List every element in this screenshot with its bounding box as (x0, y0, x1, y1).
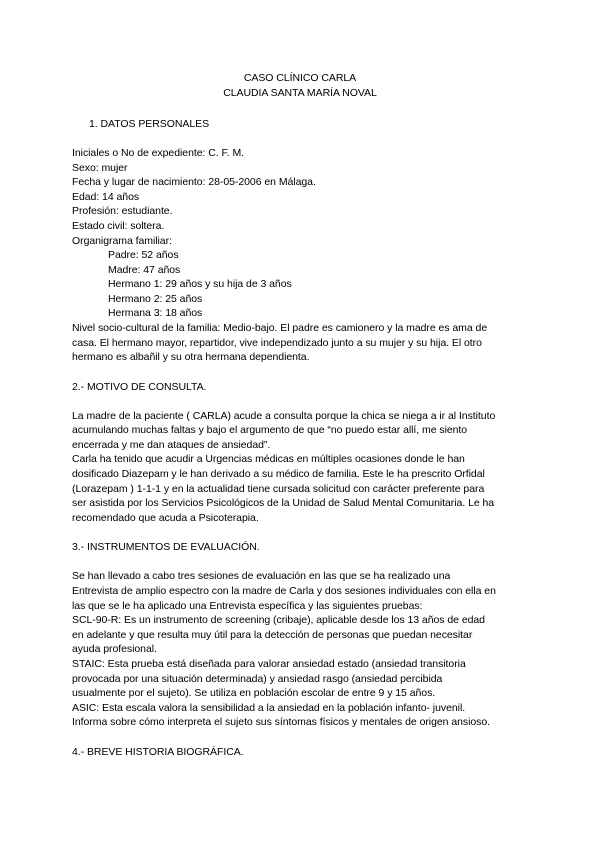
text-line: Nivel socio-cultural de la familia: Medio-bajo. El padre es camionero y la madre es ama de (72, 322, 488, 334)
section-heading-motivo-consulta: 2.- MOTIVO DE CONSULTA. (72, 381, 207, 393)
document-author: CLAUDIA SANTA MARÍA NOVAL (223, 87, 377, 99)
text-line: ASIC: Esta escala valora la sensibilidad a la ansiedad en la población infanto- juvenil. (72, 702, 466, 714)
text-line: en adelante y que resulta muy útil para la detección de personas que puedan necesitar (72, 629, 473, 641)
text-line: acumulando muchas faltas y bajo el argumento de que “no puedo estar allí, me siento (72, 424, 468, 436)
text-line: STAIC: Esta prueba está diseñada para valorar ansiedad estado (ansiedad transitoria (72, 658, 466, 670)
document-title: CASO CLÍNICO CARLA (243, 72, 357, 84)
family-member: Madre: 47 años (108, 264, 181, 276)
text-line: ser asistida por los Servicios Psicológicos de la Unidad de Salud Mental Comunitaria. Le ha (72, 497, 495, 509)
text-line: provocada por una situación determinada) y ansiedad rasgo (ansiedad percibida (72, 673, 443, 685)
text-line: casa. El hermano mayor, repartidor, vive independizado junto a su mujer y su hija. El otro (72, 337, 482, 349)
text-line: Iniciales o No de expediente: C. F. M. (72, 147, 245, 159)
text-line: La madre de la paciente ( CARLA) acude a consulta porque la chica se niega a ir al Instituto (72, 410, 496, 422)
text-line: Entrevista de amplio espectro con la madre de Carla y dos sesiones individuales con ella en (72, 585, 496, 597)
text-line: SCL-90-R: Es un instrumento de screening (cribaje), aplicable desde los 13 años de edad (72, 614, 485, 626)
text-line: las que se le ha aplicado una Entrevista específica y las siguientes pruebas: (72, 600, 423, 612)
section-heading-historia-biografica: 4.- BREVE HISTORIA BIOGRÁFICA. (72, 746, 244, 758)
text-line: ayuda profesional. (72, 643, 157, 655)
text-line: hermano es albañil y su otra hermana dependienta. (72, 351, 310, 363)
text-line: Fecha y lugar de nacimiento: 28-05-2006 en Málaga. (72, 176, 316, 188)
family-member: Hermano 1: 29 años y su hija de 3 años (108, 278, 292, 290)
text-line: Profesión: estudiante. (72, 205, 173, 217)
text-line: Sexo: mujer (72, 162, 128, 174)
family-member: Padre: 52 años (108, 249, 179, 261)
text-line: Edad: 14 años (72, 191, 140, 203)
text-line: Organigrama familiar: (72, 235, 172, 247)
text-line: dosificado Diazepam y le han derivado a su médico de familia. Este le ha prescrito Orfidal (72, 468, 485, 480)
section-heading-datos-personales: 1. DATOS PERSONALES (89, 118, 210, 130)
family-member: Hermana 3: 18 años (108, 307, 203, 319)
text-line: encerrada y me dan ataques de ansiedad”. (72, 439, 271, 451)
section-heading-instrumentos: 3.- INSTRUMENTOS DE EVALUACIÓN. (72, 541, 260, 553)
family-member: Hermano 2: 25 años (108, 293, 203, 305)
text-line: Se han llevado a cabo tres sesiones de evaluación en las que se ha realizado una (72, 570, 451, 582)
text-line: Estado civil: soltera. (72, 220, 165, 232)
text-line: (Lorazepam ) 1-1-1 y en la actualidad tiene cursada solicitud con carácter preferente para (72, 483, 485, 495)
text-line: recomendado que acuda a Psicoterapia. (72, 512, 259, 524)
text-line: usualmente por el sujeto). Se utiliza en población escolar de entre 9 y 15 años. (72, 687, 436, 699)
text-line: Carla ha tenido que acudir a Urgencias médicas en múltiples ocasiones donde le han (72, 453, 465, 465)
text-line: Informa sobre cómo interpreta el sujeto sus síntomas físicos y mentales de origen ansioso. (72, 716, 491, 728)
